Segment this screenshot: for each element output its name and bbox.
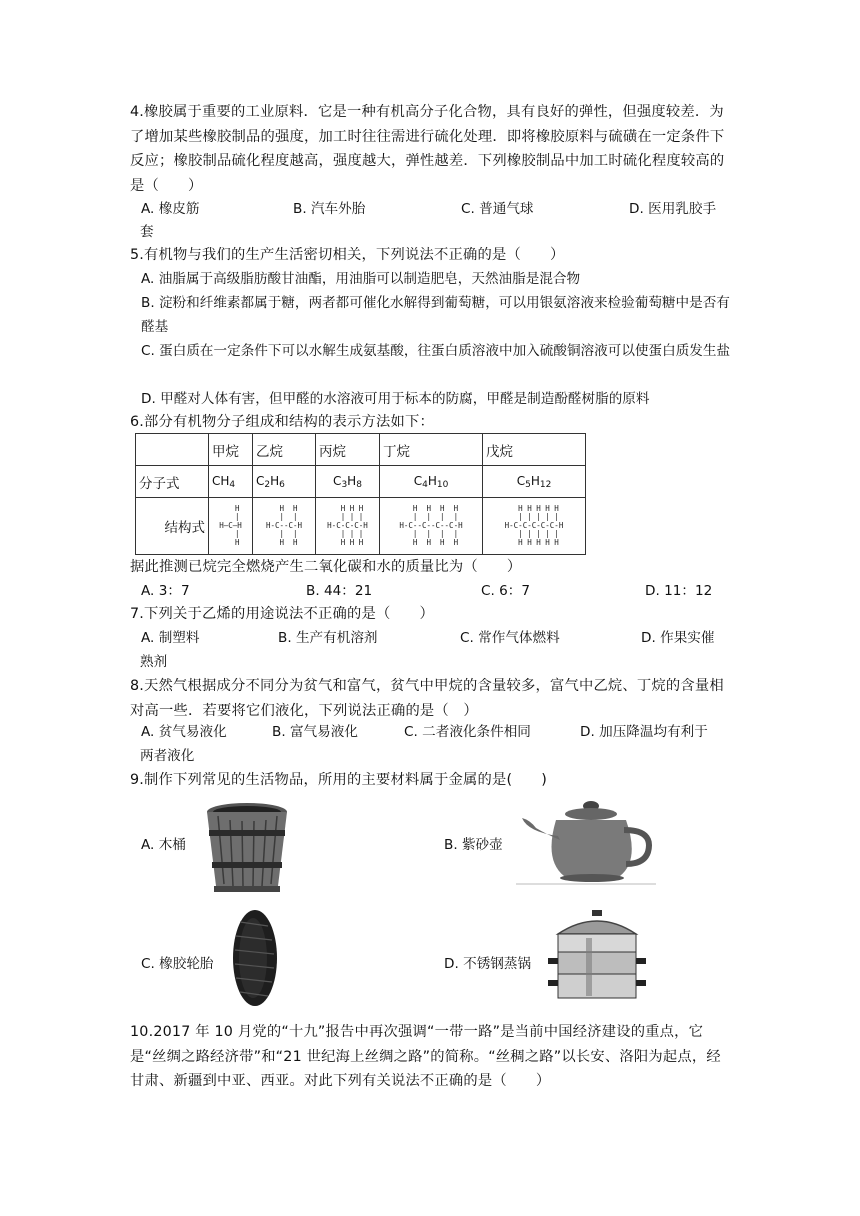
q8-option-a[interactable]: A. 贫气易液化 [141,724,227,740]
q8-option-d-continued: 两者液化 [140,748,195,764]
q7-option-a[interactable]: A. 制塑料 [141,630,200,646]
alkane-table [135,433,586,555]
ethane-structure-image: H H | | H-C--C-H | | H H [265,503,303,547]
wooden-bucket-image [202,800,292,894]
header-pentane: 戊烷 [483,434,586,466]
methane-structure-image: H | H—C—H | H [219,503,242,547]
table-corner-cell [136,434,209,466]
q9-option-c[interactable]: C. 橡胶轮胎 [141,956,214,972]
q8-option-b[interactable]: B. 富气易液化 [272,724,358,740]
q8-option-c[interactable]: C. 二者液化条件相同 [404,724,531,740]
q4-option-b[interactable]: B. 汽车外胎 [293,201,366,217]
q4-option-d[interactable]: D. 医用乳胶手 [629,201,717,217]
q4-option-d-continued: 套 [140,224,154,240]
question-7-stem: 7.下列关于乙烯的用途说法不正确的是（ ） [130,606,434,622]
q7-option-d[interactable]: D. 作果实催 [641,630,715,646]
q9-option-b[interactable]: B. 紫砂壶 [444,837,503,853]
formula-methane: $CH_4$ [209,466,253,498]
teapot-image [516,800,656,888]
header-propane: 丙烷 [316,434,380,466]
structure-propane [316,498,380,555]
q5-option-b[interactable]: B. 淀粉和纤维素都属于糖，两者都可催化水解得到葡萄糖，可以用银氨溶液来检验葡萄糖中是否有醛基 [141,295,730,335]
q6-option-b[interactable]: B. 44：21 [306,583,373,599]
formula-row-label: 分子式 [136,466,209,498]
steamer-pot-image [546,908,648,1006]
q9-option-a[interactable]: A. 木桶 [141,837,186,853]
formula-ethane: $C_2H_6$ [253,466,316,498]
structure-butane [380,498,483,555]
formula-propane: $C_3H_8$ [316,466,380,498]
header-butane: 丁烷 [380,434,483,466]
q4-option-c[interactable]: C. 普通气球 [461,201,534,217]
q6-option-a[interactable]: A. 3：7 [141,583,190,599]
header-ethane: 乙烷 [253,434,316,466]
q5-option-a[interactable]: A. 油脂属于高级脂肪酸甘油酯，用油脂可以制造肥皂，天然油脂是混合物 [141,271,581,287]
q8-option-d[interactable]: D. 加压降温均有利于 [580,724,708,740]
propane-structure-image: H H H | | | H-C-C-C-H | | | H H H [327,503,368,547]
question-6-stem: 6.部分有机物分子组成和结构的表示方法如下： [130,414,434,430]
question-5-stem: 5.有机物与我们的生产生活密切相关，下列说法不正确的是（ ） [130,247,565,263]
q5-option-c[interactable]: C. 蛋白质在一定条件下可以水解生成氨基酸，往蛋白质溶液中加入硫酸铜溶液可以使蛋白质发生盐 [141,343,731,359]
q7-option-c[interactable]: C. 常作气体燃料 [460,630,560,646]
structure-row [136,498,586,555]
pentane-structure-image: H H H H H | | | | | H-C-C-C-C-C-H | | | | | H H H H H [504,503,564,547]
q6-option-d[interactable]: D. 11：12 [645,583,713,599]
question-9-stem: 9.制作下列常见的生活物品，所用的主要材料属于金属的是( ) [130,772,548,788]
rubber-tire-image [230,908,280,1008]
q9-option-d[interactable]: D. 不锈钢蒸锅 [444,956,532,972]
structure-pentane [483,498,586,555]
q7-option-b[interactable]: B. 生产有机溶剂 [278,630,378,646]
q4-option-a[interactable]: A. 橡皮筋 [141,201,200,217]
structure-methane [209,498,253,555]
table-header-row [136,434,586,466]
structure-row-label: 结构式 [136,498,209,555]
formula-butane: $C_4H_{10}$ [380,466,483,498]
q5-option-d[interactable]: D. 甲醛对人体有害，但甲醛的水溶液可用于标本的防腐，甲醛是制造酚醛树脂的原料 [141,391,650,407]
question-10-stem: 10.2017 年 10 月党的“十九”报告中再次强调“一带一路”是当前中国经济建设的重点，它是“丝绸之路经济带”和“21 世纪海上丝绸之路”的简称。“丝稠之路”以长安、洛阳为起点，经甘肃、新疆到中亚、西亚。对此下列有关说法不正确的是（ ） [130,1024,721,1089]
formula-row [136,466,586,498]
q7-option-d-continued: 熟剂 [140,654,168,670]
question-8-stem: 8.天然气根据成分不同分为贫气和富气，贫气中甲烷的含量较多，富气中乙烷、丁烷的含量相对高一些．若要将它们液化，下列说法正确的是（ ） [130,678,724,719]
q6-option-c[interactable]: C. 6：7 [481,583,531,599]
question-4-stem: 4.橡胶属于重要的工业原料．它是一种有机高分子化合物，具有良好的弹性，但强度较差．为了增加某些橡胶制品的强度，加工时往往需进行硫化处理．即将橡胶原料与硫磺在一定条件下反应；橡胶制品硫化程度越高，强度越大，弹性越差．下列橡胶制品中加工时硫化程度较高的是（ ） [130,104,725,194]
q6-follow-up: 据此推测已烷完全燃烧产生二氧化碳和水的质量比为（ ） [130,559,522,575]
formula-pentane: $C_5H_{12}$ [483,466,586,498]
header-methane: 甲烷 [209,434,253,466]
butane-structure-image: H H H H | | | | H-C--C--C--C-H | | | | H H H H [399,503,463,547]
structure-ethane [253,498,316,555]
